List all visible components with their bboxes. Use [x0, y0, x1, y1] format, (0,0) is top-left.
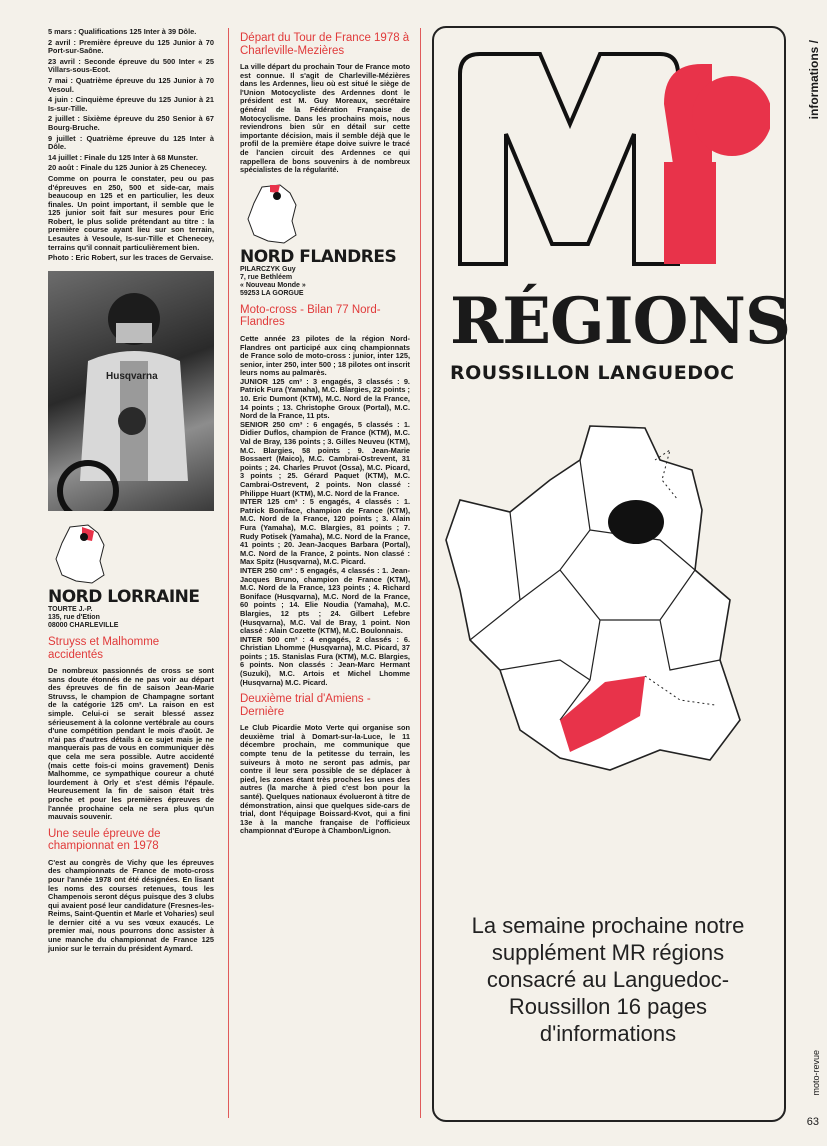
france-regions-map: [440, 420, 780, 780]
article-title-bilan: Moto-cross - Bilan 77 Nord-Flandres: [240, 303, 381, 329]
article-body-bilan: Cette année 23 pilotes de la région Nord-Flandres ont participé aux cinq championnats de France solo de moto-cross : junior, inter 125, senior, inter 250, inter 500 ; 18 pilotes ont inscrit leurs noms au palmarès. JUNIOR 125 cm³ : 3 engagés, 3 classés : 9. Patrick Fura (Yamaha), M.C. Blargies, 22 points ; 10. Eric Dumont (KTM), M.C. Nord de la France, 14 points ; 13. Christophe Groux (Portal), M.C. Nord de la France, 11 pts. SENIOR 250 cm³ : 6 engagés, 5 classés : 1. Didier Duflos, champion de France (KTM), M.C. Val de Bray, 136 points ; 3. Gilles Neuveu (KTM), M.C. Blargies, 58 points ; 9. Jean-Marie Bossaert (Maico), M.C. Cambrai-Ostrevent, 31 points ; 24. Charles Pruvot (Ossa), M.C. Picard, 3 points ; 25. Gérard Paquet (KTM), M.C. Cambrai-Ostrevent, 2 points. Non classé : Philippe Huart (KTM), M.C. Nord de la France. INTER 125 cm³ : 5 engagés, 4 classés : 1. Patrick Boniface, champion de France (KTM), M.C. Nord de la France, 120 points ; 3. Alain Fura (Yamaha), M.C. Blargies, 81 points ; 7. Rudy Potisek (Yamaha), M.C. Nord de la France, 41 points ; 20. Jean-Jacques Barbara (Portal), M.C. Nord de la France, 2 points. Non classé : Max Spitz (Husqvarna), M.C. Picard. INTER 250 cm³ : 5 engagés, 4 classés : 1. Jean-Jacques Bruno, champion de France (KTM), M.C. Nord de la France, 123 points ; 4. Richard Boniface (Husqvarna), M.C. Nord de la France, 60 points ; 14. Elie Noudia (Yamaha), M.C. Blargies, 12 pts ; 24. Gilbert Lefebre (Husqvarna), M.C. Val de Bray, 1 point. Non classé : Alain Cozette (KTM), M.C. Boulonnais. INTER 500 cm³ : 4 engagés, 2 classés : 6. Christian Lhomme (Husqvarna), M.C. Picard, 37 points ; 15. Stanislas Fura (KTM), M.C. Blargies, 6 points. Non classés : Jean-Marc Hermant (Suzuki), M.C. Artois et Michel Lhomme (Husqvarna) M.C. Picard.: [240, 333, 410, 687]
regions-subtitle: ROUSSILLON LANGUEDOC: [450, 362, 735, 384]
mr-logo: [450, 44, 770, 276]
middle-column: [240, 28, 410, 838]
nord-flandres-minimap: [244, 183, 300, 247]
contact-nord-lorraine: TOURTE J.-P. 135, rue d'Etion 08000 CHARLEVILLE: [48, 606, 119, 630]
jersey-text: Husqvarna: [106, 370, 158, 382]
section-label: informations /: [807, 40, 821, 120]
page-number: 63: [806, 1116, 819, 1128]
region-title-nord-lorraine: NORD LORRAINE: [48, 587, 200, 608]
article-title-tour-de-france: Départ du Tour de France 1978 à Charleville-Mezières: [240, 32, 410, 57]
article-title-championnat: Une seule épreuve de championnat en 1978: [48, 827, 161, 853]
logo-letters: MR: [450, 44, 452, 45]
regions-title: RÉGIONS: [450, 284, 791, 359]
article-title-trial-amiens: Deuxième trial d'Amiens - Dernière: [240, 693, 371, 718]
photo-caption: Photo : Eric Robert, sur les traces de Gervaise.: [48, 253, 214, 263]
calendar-item: 20 août : Finale du 125 Junior à 25 Chenecey.: [48, 163, 207, 173]
article-body-trial-amiens: Le Club Picardie Moto Verte qui organise son deuxième trial à Domart-sur-la-Luce, le 11 décembre prochain, me communique que compte tenu de la petitesse du terrain, les suiveurs à moto ne seront pas admis, par contre il leur sera possible de se déplacer à pied, les zones étant très proches les unes des autres (la marche à pied c'est bon pour la santé). Quelques nationaux évolueront à titre de démonstration, ainsi que quelques side-cars de trial, dont l'équipage Boissard-Kvot, qui a fini 13e à la manche française de l'officieux championnat d'Europe à Chambon/Lignon.: [240, 723, 410, 836]
calendar-item: 7 mai : Quatrième épreuve du 125 Junior à 70 Vesoul.: [48, 75, 214, 94]
calendar-item: 2 juillet : Sixième épreuve du 250 Senior à 67 Bourg-Bruche.: [48, 114, 214, 132]
calendar-list: [48, 28, 214, 173]
article-body-tour-de-france: La ville départ du prochain Tour de France moto est connue. Il s'agit de Charleville-Mézières dans les Ardennes, lieu où est situé le siège de l'Union Motocycliste des Ardennes dont le président est M. Guy Moreaux, secrétaire général de la Fédération Française de Motocyclisme. Dans les prochains mois, nous reviendrons bien sûr en détail sur cette importante décision, mais il semble déjà que le profil de la première étape doive suivre le tracé de l'ancien circuit des Ardennes ce qui rappellera de bons souvenirs à de nombreux spécialistes de la régularité.: [240, 62, 410, 175]
calendar-item: 2 avril : Première épreuve du 125 Junior à 70 Port-sur-Saône.: [48, 37, 214, 56]
article-title-accidents: Struyss et Malhomme accidentés: [48, 636, 160, 661]
promo-announcement: La semaine prochaine notre supplément MR régions consacré au Languedoc-Roussillon 16 pages d'informations: [471, 913, 745, 1046]
calendar-item: 9 juillet : Quatrième épreuve du 125 Inter à Dôle.: [48, 133, 214, 152]
column-divider: [228, 28, 229, 1118]
region-title-nord-flandres: NORD FLANDRES: [240, 247, 397, 268]
nord-lorraine-minimap: [52, 523, 108, 587]
calendar-item: 23 avril : Seconde épreuve du 500 Inter « 25 Villars-sous-Ecot.: [48, 56, 214, 75]
contact-nord-flandres: PILARCZYK Guy 7, rue Bethléem « Nouveau Monde » 59253 LA GORGUE: [240, 265, 306, 297]
calendar-comment: Comme on pourra le constater, peu ou pas d'épreuves en 250, 500 et side-car, mais beaucoup en 125 et en particulier, les deux finales. Un point important, il semble que le 125 junior soit fait sur mesures pour Eric Robert, le plus solide prétendant au titre : la première course ayant lieu sur son terrain, Lesautes à Vesoule, Is-sur-Tille et Chenecey, terrains qu'il connait particulièrement bien.: [48, 173, 214, 252]
column-divider: [420, 28, 421, 1118]
calendar-item: 5 mars : Qualifications 125 Inter à 39 Dôle.: [48, 27, 197, 36]
calendar-item: 14 juillet : Finale du 125 Inter à 68 Munster.: [48, 152, 198, 162]
left-column: [48, 28, 214, 955]
magazine-name: moto-revue: [811, 1050, 821, 1096]
rider-photo: [48, 271, 214, 511]
article-body-championnat: C'est au congrès de Vichy que les épreuves des championnats de France de moto-cross pour l'année 1978 ont été désignées. En lisant les noms des courses retenues, tous les Champenois seront déçus puisque des 3 clubs qui avaient posé leur candidature (Fresnes-les-Reims, Saint-Quentin et Marle et Voharies) seul le dernier cité a vu ses vœux exaucés. Le premier mai, nous pourrons donc assister à une manche du championnat de France 125 junior sur le terrain du président Aymard.: [48, 857, 214, 953]
article-body-accidents: De nombreux passionnés de cross se sont sans doute étonnés de ne pas voir au départ des épreuves de fin de saison Jean-Marie Struvss, le champion de Champagne sortant de la catégorie 125 cm³. La raison en est simple. Celui-ci se serait blessé assez sérieusement à la colonne vertébrale au cours d'une compétition pendant le mois d'août. Je n'ai pas d'autres détails à ce sujet mais je ne manquerais pas de vous en communiquer dès que cela me sera possible. Autre accidenté (mais cette fois-ci moins gravement) Denis Malhomme, ce sympathique coureur a chuté lourdement à Orly et s'est démis l'épaule. Heureusement la fin de saison était très proche et pour les premières épreuves de l'année prochaine cela ne sera plus qu'un mauvais souvenir.: [48, 666, 214, 822]
map-paris-region: [608, 500, 664, 544]
calendar-item: 4 juin : Cinquième épreuve du 125 Junior à 21 Is-sur-Tille.: [48, 95, 214, 113]
